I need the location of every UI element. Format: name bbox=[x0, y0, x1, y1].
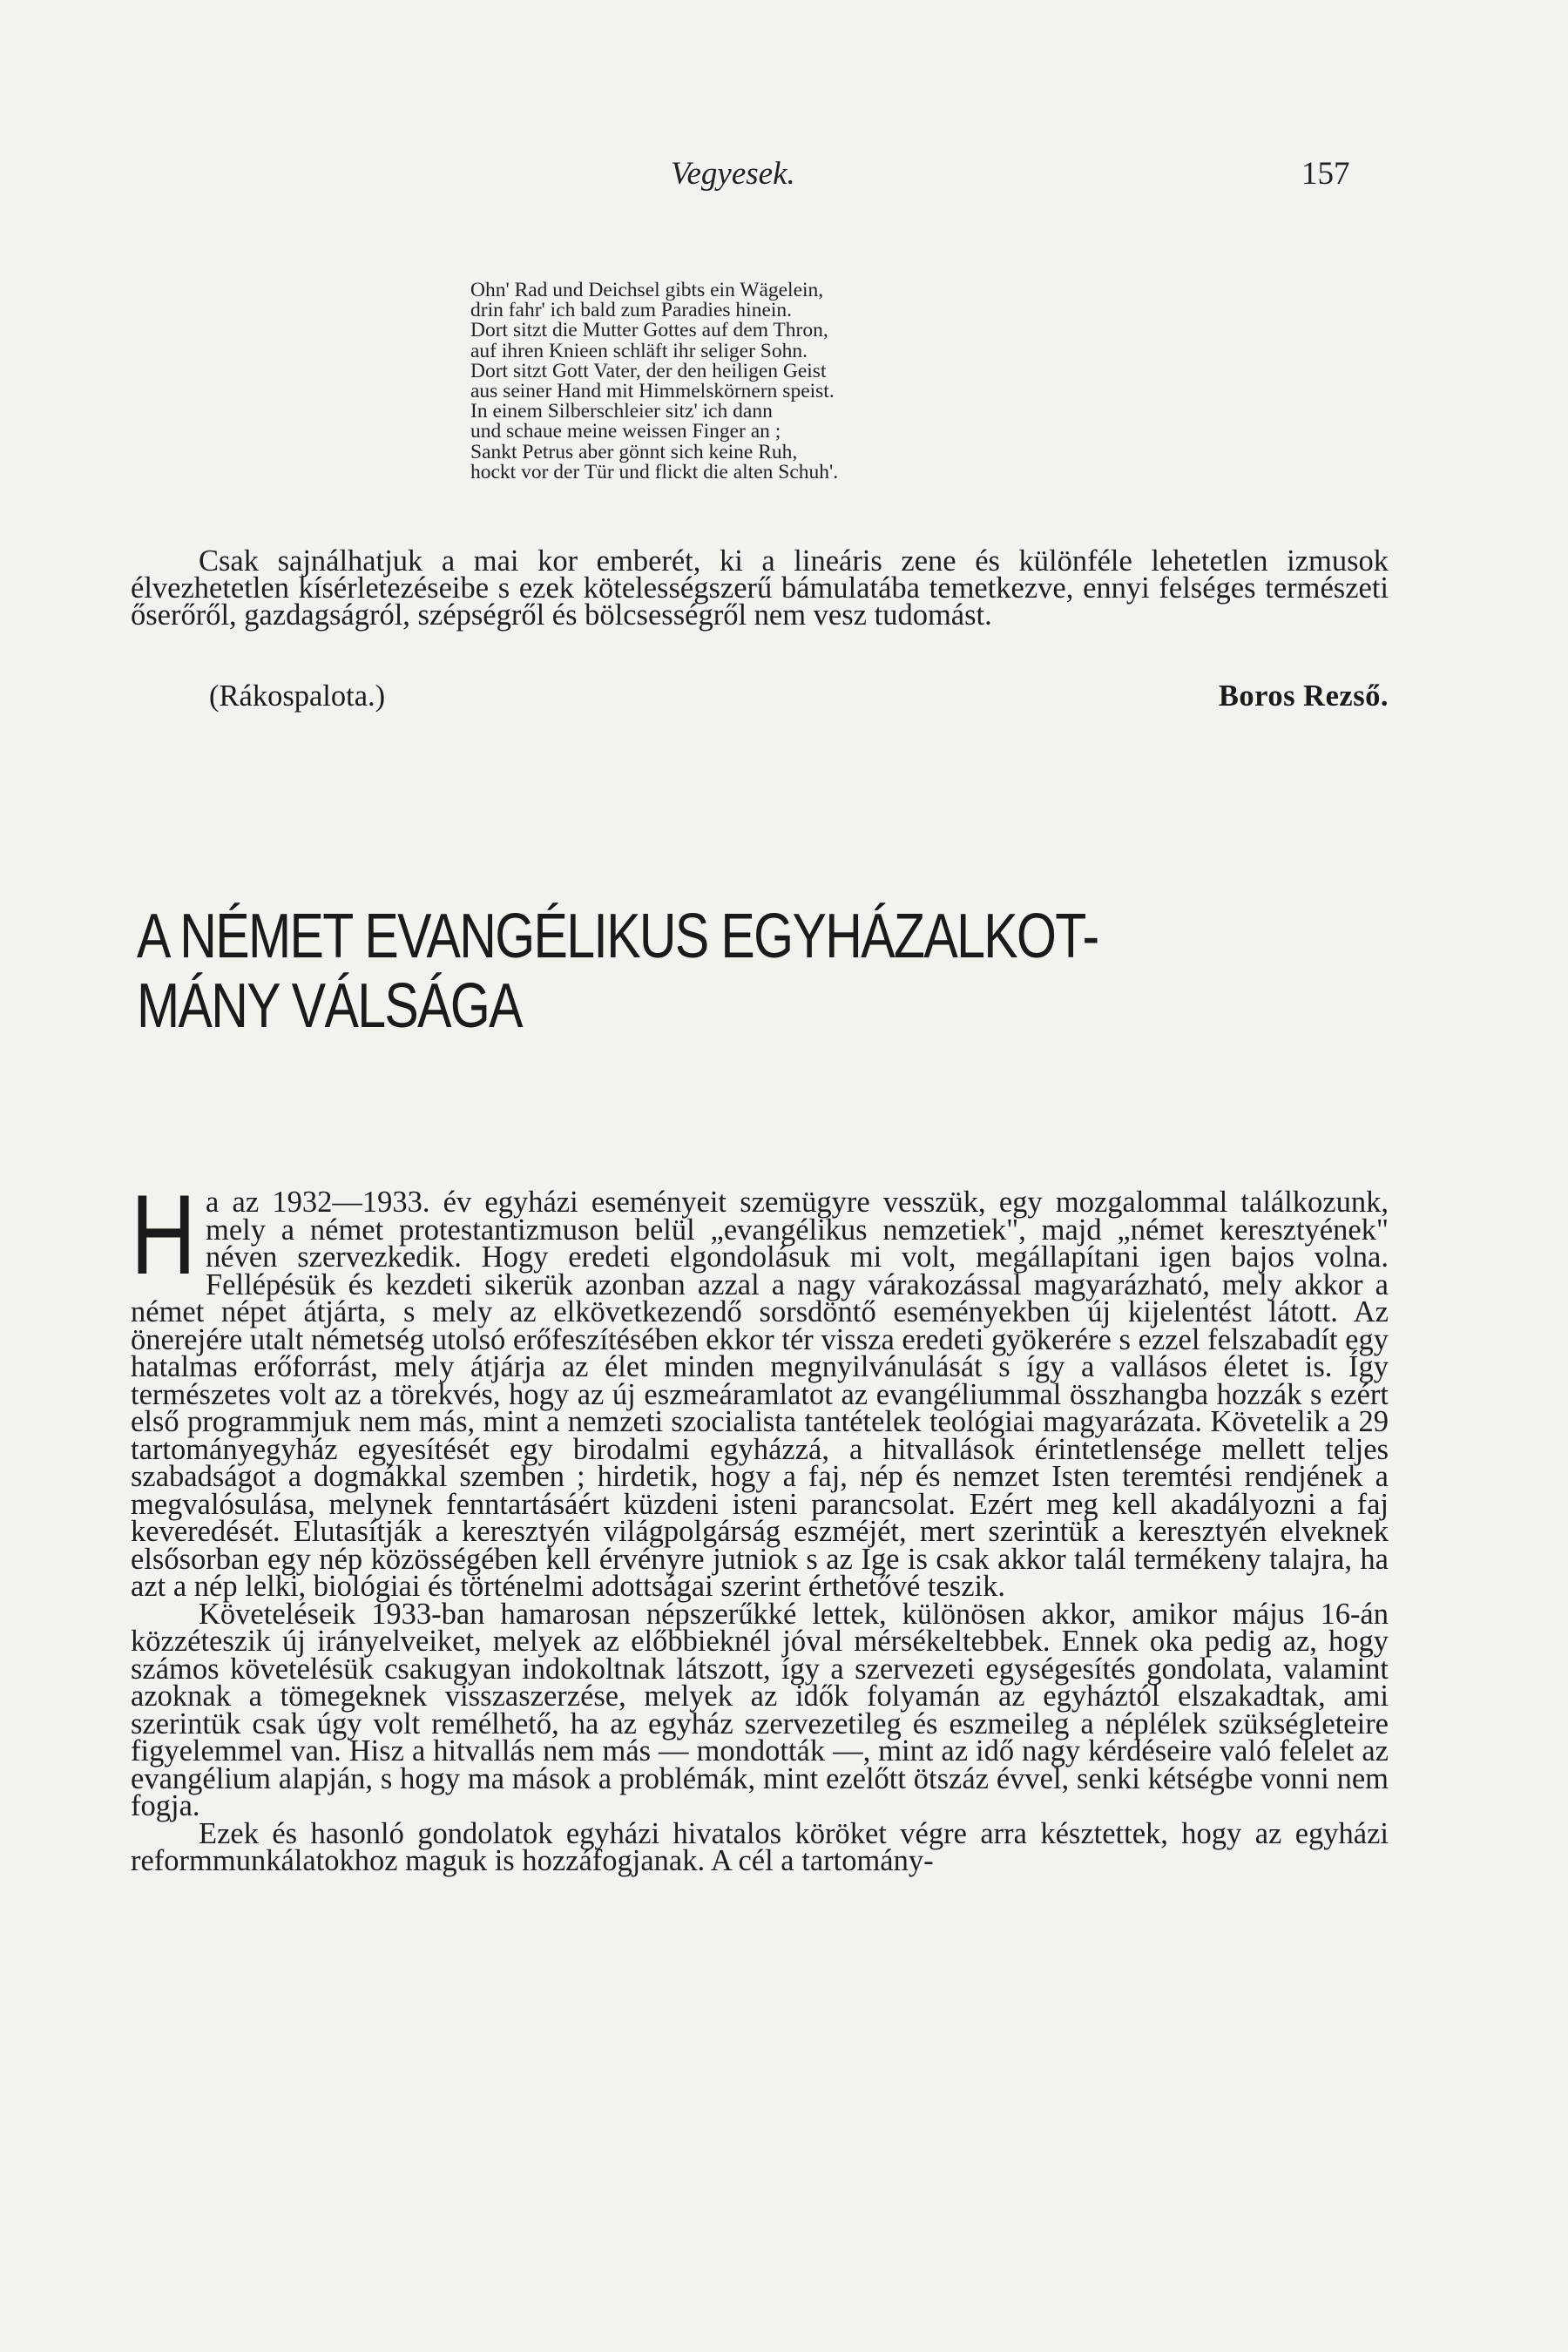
signature-place: (Rákospalota.) bbox=[209, 679, 386, 713]
article-paragraph: a az 1932—1933. év egyházi eseményeit szemügyre vesszük, egy mozgalommal találkozunk, mely a német protestantizmuson belül „evangélikus nemzetiek", majd „német keresztyének" néven szervezkedik. Hogy eredeti elgondolásuk mi volt, megállapítani igen bajos volna. Fellépésük és kezdeti sikerük azonban azzal a nagy várakozással magyarázható, mely akkor a német népet átjárta, s mely az elkövetkezendő sorsdöntő eseményekben új kijelentést látott. Az önerejére utalt németség utolsó erőfeszítésében ekkor tér vissza eredeti gyökerére s ezzel felszabadít egy hatalmas erőforrást, mely átjárja az élet minden megnyilvánulását s így a vallásos életet is. Így természetes volt az a törekvés, hogy az új eszmeáramlatot az evangéliummal összhangba hozzák s ezért első programmjuk nem más, mint a nemzeti szocialista tantételek teológiai magyarázata. Követelik a 29 tartományegyház egyesítését egy birodalmi egyházzá, a hitvallások érintetlensége mellett teljes szabadságot a dogmákkal szemben ; hirdetik, hogy a faj, nép és nemzet Isten teremtési rendjének a megvalósulása, melynek fenntartásáért küzdeni isteni parancsolat. Ezért meg kell akadályozni a faj keveredését. Elutasítják a keresztyén világpolgárság eszméjét, mert szerintük a keresztyén elveknek elsősorban egy nép közösségében kell érvényre jutniok s az Ige is csak akkor talál termékeny talajra, ha azt a nép lelki, biológiai és történelmi adottságai szerint érthetővé teszik. bbox=[131, 1186, 1389, 1603]
running-header-section: Vegyesek. bbox=[671, 156, 795, 192]
poem-line: In einem Silberschleier sitz' ich dann bbox=[470, 400, 773, 423]
poem-line: hockt vor der Tür und flickt die alten Schuh'. bbox=[470, 460, 839, 483]
article-title-line: A NÉMET EVANGÉLIKUS EGYHÁZALKOT- bbox=[137, 902, 1098, 971]
poem-line: Ohn' Rad und Deichsel gibts ein Wägelein, bbox=[470, 279, 824, 301]
poem-line: Dort sitzt die Mutter Gottes auf dem Thron, bbox=[470, 319, 828, 342]
poem-block bbox=[470, 280, 1185, 483]
article-paragraph: Követeléseik 1933-ban hamarosan népszerűkké lettek, különösen akkor, amikor május 16-án közzéteszik új irányelveiket, melyek az előbbieknél jóval mérsékeltebbek. Ennek oka pedig az, hogy számos követelésük csakugyan indokoltnak látszott, így a szervezeti egységesítés gondolata, valamint azoknak a tömegeknek visszaszerzése, melyek az idők folyamán az egyháztól elszakadtak, ami szerintük csak úgy volt remélhető, ha az egyház szervezetileg és eszmeileg a néplélek szükségleteire figyelemmel van. Hisz a hitvallás nem más — mondották —, mint az idő nagy kérdéseire való felelet az evangélium alapján, s hogy ma mások a problémák, mint ezelőtt ötszáz évvel, senki kétségbe vonni nem fogja. bbox=[131, 1597, 1389, 1822]
signature-row bbox=[131, 679, 1389, 711]
poem-line: Sankt Petrus aber gönnt sich keine Ruh, bbox=[470, 440, 798, 463]
poem-line: Dort sitzt Gott Vater, der den heiligen Geist bbox=[470, 359, 827, 382]
drop-cap: H bbox=[131, 1171, 197, 1298]
poem-line: drin fahr' ich bald zum Paradies hinein. bbox=[470, 299, 793, 322]
article-title-line: MÁNY VÁLSÁGA bbox=[137, 971, 522, 1041]
closing-paragraph: Csak sajnálhatjuk a mai kor emberét, ki a lineáris zene és különféle lehetetlen izmusok élvezhetetlen kísérletezéseibe s ezek kötelességszerű bámulatába temetkezve, ennyi felséges természeti őserőről, gazdagságról, szépségről és bölcsességről nem vesz tudomást. bbox=[131, 544, 1389, 632]
page-number: 157 bbox=[1301, 156, 1350, 192]
article-body bbox=[131, 1171, 1389, 1877]
article-title bbox=[137, 902, 1401, 1041]
article-paragraph: Ezek és hasonló gondolatok egyházi hivatalos köröket végre arra késztettek, hogy az egyházi reformmunkálatokhoz maguk is hozzáfogjanak. A cél a tartomány- bbox=[131, 1816, 1389, 1877]
poem-line: aus seiner Hand mit Himmelskörnern speist. bbox=[470, 380, 835, 403]
poem-line: auf ihren Knieen schläft ihr seliger Sohn. bbox=[470, 339, 808, 362]
poem-line: und schaue meine weissen Finger an ; bbox=[470, 420, 781, 443]
signature-author: Boros Rezső. bbox=[1218, 679, 1389, 713]
